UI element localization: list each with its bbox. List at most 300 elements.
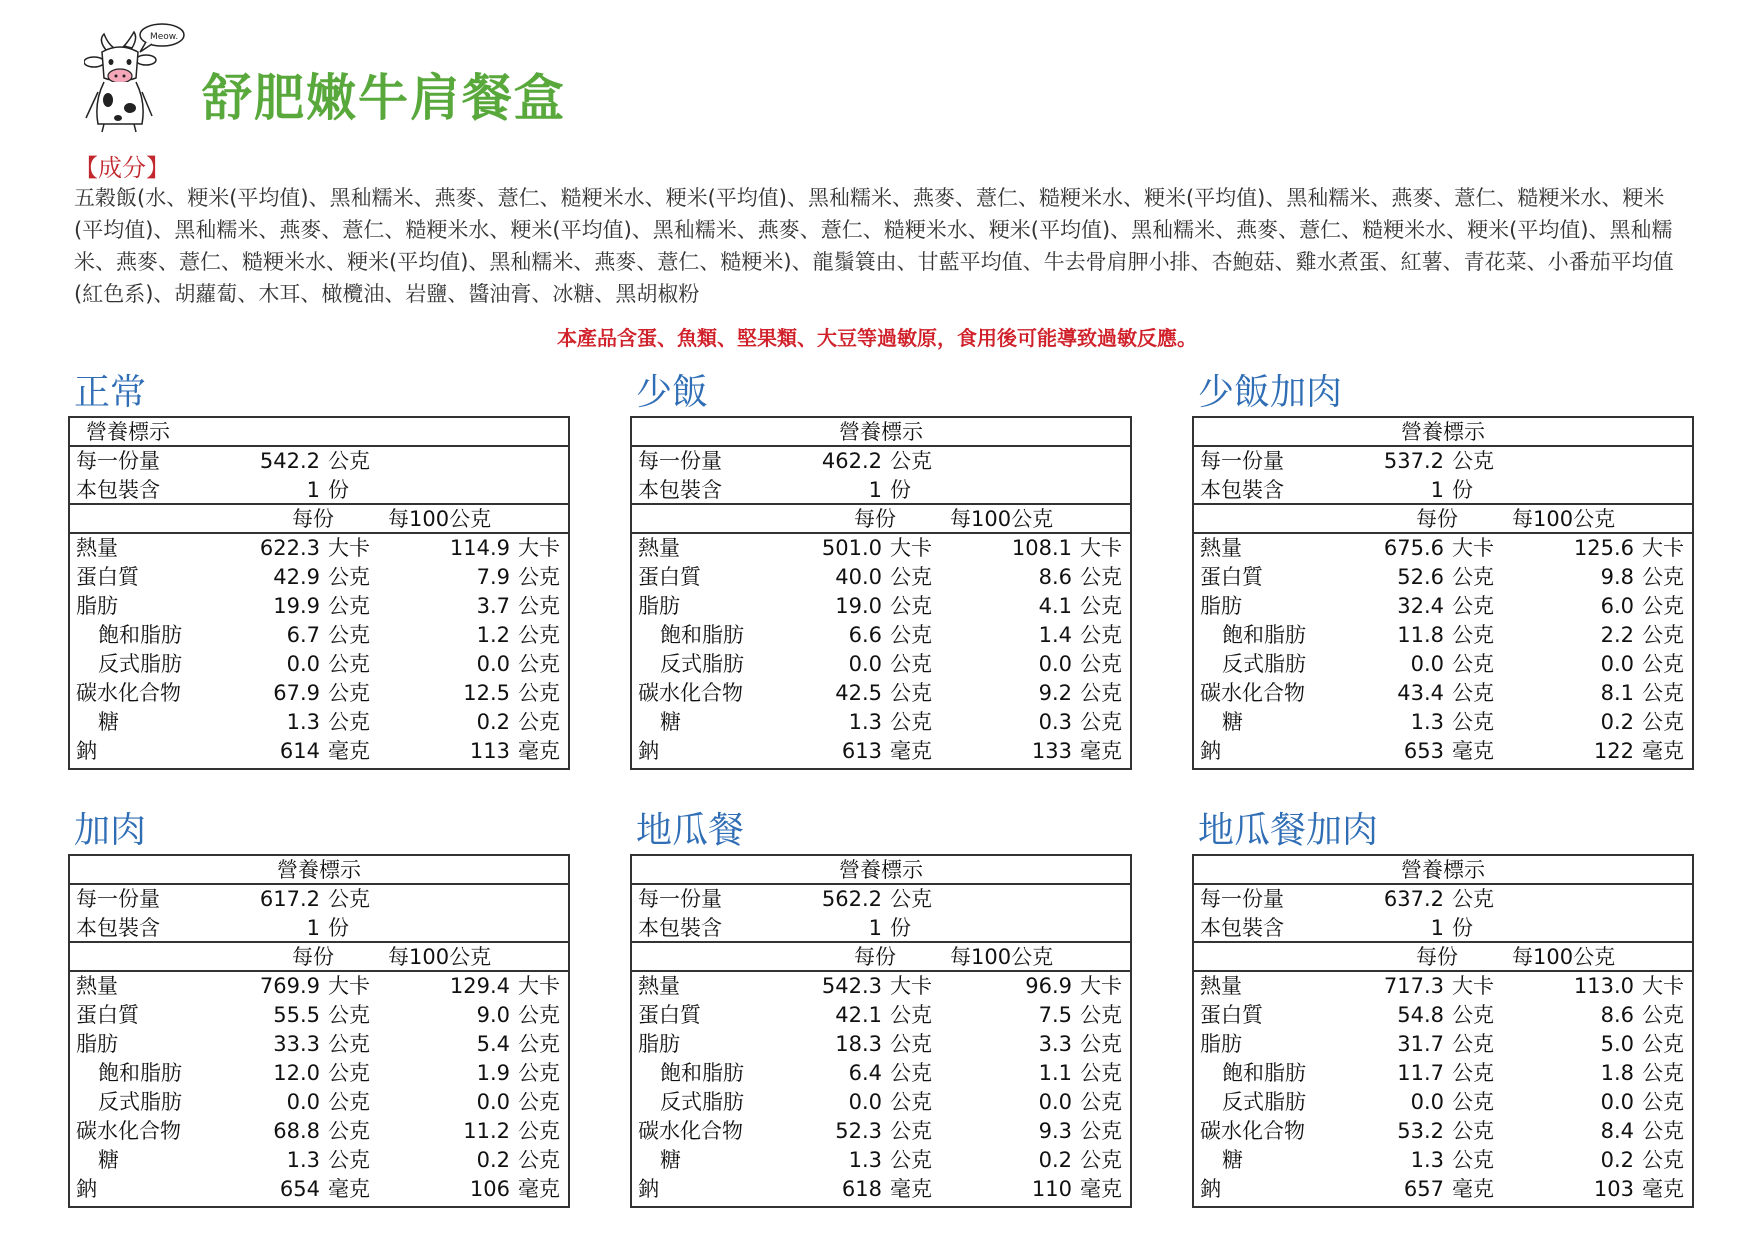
per-serving-value: 1.3 — [1410, 1148, 1444, 1172]
nutrient-row — [1194, 1088, 1692, 1117]
per-100g-value: 1.9 — [476, 1061, 510, 1085]
serving-size-label: 每一份量 — [76, 887, 160, 911]
per-serving-unit: 毫克 — [1452, 1177, 1494, 1201]
per-100g-value: 1.4 — [1038, 623, 1072, 647]
per-100g-unit: 公克 — [518, 594, 560, 618]
nutrient-row — [1194, 1146, 1692, 1175]
nutrient-name: 反式脂肪 — [660, 1090, 744, 1114]
per-serving-value: 1.3 — [1410, 710, 1444, 734]
servings-value: 1 — [868, 478, 882, 502]
nutrient-name: 糖 — [1222, 1148, 1243, 1172]
per-serving-header: 每份 — [1416, 507, 1458, 531]
per-100g-header: 每100公克 — [1512, 507, 1616, 531]
per-serving-unit: 公克 — [328, 710, 370, 734]
per-100g-unit: 公克 — [518, 623, 560, 647]
nutrient-name: 鈉 — [638, 1177, 659, 1201]
serving-size-unit: 公克 — [328, 449, 370, 473]
nutrient-row — [70, 534, 568, 563]
per-serving-value: 1.3 — [848, 1148, 882, 1172]
nutrient-row — [632, 563, 1130, 592]
per-serving-unit: 公克 — [328, 594, 370, 618]
per-serving-value: 653 — [1403, 739, 1444, 763]
per-serving-value: 33.3 — [273, 1032, 320, 1056]
per-serving-value: 42.1 — [835, 1003, 882, 1027]
per-serving-value: 68.8 — [273, 1119, 320, 1143]
column-headers — [632, 943, 1130, 972]
per-serving-unit: 公克 — [890, 710, 932, 734]
per-serving-unit: 公克 — [1452, 1148, 1494, 1172]
per-100g-unit: 公克 — [1642, 565, 1684, 589]
nutrient-name: 碳水化合物 — [76, 681, 181, 705]
nutrient-name: 碳水化合物 — [638, 681, 743, 705]
per-100g-value: 7.9 — [476, 565, 510, 589]
nutrition-table — [630, 416, 1132, 770]
nutrition-table-header — [70, 418, 568, 447]
nutrient-row — [632, 1117, 1130, 1146]
section-title: 地瓜餐 — [636, 810, 745, 851]
per-serving-value: 43.4 — [1397, 681, 1444, 705]
ingredients-text: 五穀飯(水、粳米(平均值)、黑秈糯米、燕麥、薏仁、糙粳米水、粳米(平均值)、黑秈糯米、燕麥、薏仁、糙粳米水、粳米(平均值)、黑秈糯米、燕麥、薏仁、糙粳米水、粳米(平均值)、黑秈糯米、燕麥、薏仁、糙粳米水、粳米(平均值)、黑秈糯米、燕麥、薏仁、糙粳米水、粳米(平均值)、黑秈糯米、燕麥、薏仁、糙粳米水、粳米(平均值)、黑秈糯米、燕麥、薏仁、糙粳米水、粳米(平均值)、黑秈糯米、燕麥、薏仁、糙粳米)、龍鬚簑由、甘藍平均值、牛去骨肩胛小排、杏鮑菇、雞水煮蛋、紅薯、青花菜、小番茄平均值(紅色系)、胡蘿蔔、木耳、橄欖油、岩鹽、醬油膏、冰糖、黑胡椒粉 — [74, 186, 1674, 306]
serving-info — [70, 885, 568, 943]
per-100g-unit: 毫克 — [1080, 1177, 1122, 1201]
per-100g-value: 113 — [469, 739, 510, 763]
nutrient-name: 飽和脂肪 — [98, 623, 182, 647]
nutrient-row — [1194, 563, 1692, 592]
per-100g-unit: 公克 — [1080, 1148, 1122, 1172]
per-100g-value: 113.0 — [1573, 974, 1634, 998]
column-headers — [1194, 943, 1692, 972]
per-100g-unit: 公克 — [1080, 565, 1122, 589]
per-serving-value: 53.2 — [1397, 1119, 1444, 1143]
nutrient-row — [632, 972, 1130, 1001]
nutrient-name: 碳水化合物 — [1200, 681, 1305, 705]
per-100g-value: 7.5 — [1038, 1003, 1072, 1027]
per-serving-header: 每份 — [292, 945, 334, 969]
per-serving-unit: 公克 — [890, 681, 932, 705]
per-100g-value: 106 — [469, 1177, 510, 1201]
per-serving-unit: 公克 — [890, 1090, 932, 1114]
serving-size-unit: 公克 — [1452, 449, 1494, 473]
per-100g-value: 103 — [1593, 1177, 1634, 1201]
per-100g-value: 0.0 — [1600, 652, 1634, 676]
nutrient-row — [1194, 679, 1692, 708]
per-100g-value: 2.2 — [1600, 623, 1634, 647]
per-serving-value: 18.3 — [835, 1032, 882, 1056]
per-100g-header: 每100公克 — [388, 507, 492, 531]
per-serving-unit: 公克 — [328, 1061, 370, 1085]
nutrient-row — [1194, 650, 1692, 679]
column-headers — [70, 943, 568, 972]
per-100g-value: 1.1 — [1038, 1061, 1072, 1085]
per-serving-value: 675.6 — [1383, 536, 1444, 560]
per-100g-value: 4.1 — [1038, 594, 1072, 618]
per-serving-value: 19.0 — [835, 594, 882, 618]
nutrient-name: 脂肪 — [1200, 594, 1242, 618]
nutrient-row — [70, 1117, 568, 1146]
nutrient-row — [632, 1001, 1130, 1030]
per-serving-unit: 公克 — [1452, 1032, 1494, 1056]
nutrition-table — [68, 416, 570, 770]
per-100g-value: 0.2 — [1038, 1148, 1072, 1172]
serving-size-unit: 公克 — [328, 887, 370, 911]
per-serving-unit: 大卡 — [1452, 974, 1494, 998]
per-100g-value: 11.2 — [463, 1119, 510, 1143]
per-serving-unit: 大卡 — [328, 536, 370, 560]
nutrient-name: 糖 — [1222, 710, 1243, 734]
per-serving-unit: 毫克 — [890, 739, 932, 763]
per-serving-value: 717.3 — [1383, 974, 1444, 998]
nutrient-name: 鈉 — [638, 739, 659, 763]
per-100g-unit: 公克 — [1080, 710, 1122, 734]
per-100g-unit: 毫克 — [518, 739, 560, 763]
nutrient-name: 鈉 — [76, 1177, 97, 1201]
servings-value: 1 — [868, 916, 882, 940]
serving-size-label: 每一份量 — [76, 449, 160, 473]
nutrient-name: 碳水化合物 — [76, 1119, 181, 1143]
nutrient-name: 熱量 — [76, 974, 118, 998]
per-serving-unit: 公克 — [890, 1119, 932, 1143]
servings-unit: 份 — [328, 916, 349, 940]
per-100g-unit: 公克 — [1642, 1032, 1684, 1056]
nutrient-name: 熱量 — [638, 974, 680, 998]
per-serving-value: 40.0 — [835, 565, 882, 589]
per-serving-unit: 公克 — [890, 565, 932, 589]
per-100g-value: 5.4 — [476, 1032, 510, 1056]
allergy-notice: 本產品含蛋、魚類、堅果類、大豆等過敏原，食用後可能導致過敏反應。 — [557, 326, 1197, 350]
nutrient-row — [1194, 592, 1692, 621]
serving-size-label: 每一份量 — [638, 887, 722, 911]
per-100g-unit: 公克 — [1642, 1061, 1684, 1085]
per-serving-value: 769.9 — [259, 974, 320, 998]
serving-size-value: 637.2 — [1383, 887, 1444, 911]
per-serving-unit: 公克 — [1452, 681, 1494, 705]
per-serving-unit: 公克 — [328, 623, 370, 647]
per-100g-unit: 公克 — [1080, 1119, 1122, 1143]
nutrient-name: 脂肪 — [1200, 1032, 1242, 1056]
servings-unit: 份 — [890, 478, 911, 502]
per-100g-unit: 大卡 — [1080, 974, 1122, 998]
per-serving-header: 每份 — [1416, 945, 1458, 969]
per-serving-value: 42.5 — [835, 681, 882, 705]
nutrition-table — [1192, 416, 1694, 770]
nutrition-table-title: 營養標示 — [1401, 858, 1485, 882]
per-serving-value: 54.8 — [1397, 1003, 1444, 1027]
nutrient-name: 飽和脂肪 — [98, 1061, 182, 1085]
per-100g-value: 3.7 — [476, 594, 510, 618]
nutrient-row — [70, 1059, 568, 1088]
per-100g-value: 110 — [1031, 1177, 1072, 1201]
per-serving-header: 每份 — [292, 507, 334, 531]
nutrient-row — [1194, 1175, 1692, 1204]
per-serving-unit: 公克 — [328, 1032, 370, 1056]
nutrient-row — [1194, 972, 1692, 1001]
per-100g-unit: 大卡 — [1642, 974, 1684, 998]
column-headers — [632, 505, 1130, 534]
nutrient-name: 碳水化合物 — [1200, 1119, 1305, 1143]
per-100g-unit: 公克 — [518, 565, 560, 589]
nutrient-row — [70, 1001, 568, 1030]
per-serving-value: 0.0 — [286, 652, 320, 676]
per-100g-unit: 公克 — [518, 710, 560, 734]
per-serving-unit: 公克 — [890, 1032, 932, 1056]
column-headers — [1194, 505, 1692, 534]
nutrient-name: 反式脂肪 — [1222, 652, 1306, 676]
servings-unit: 份 — [1452, 478, 1473, 502]
per-100g-unit: 大卡 — [1642, 536, 1684, 560]
servings-label: 本包裝含 — [76, 478, 160, 502]
per-serving-unit: 大卡 — [890, 974, 932, 998]
serving-info — [1194, 885, 1692, 943]
per-serving-value: 654 — [279, 1177, 320, 1201]
per-100g-value: 0.0 — [476, 1090, 510, 1114]
per-serving-unit: 大卡 — [328, 974, 370, 998]
per-100g-unit: 公克 — [1642, 1003, 1684, 1027]
nutrient-row — [70, 1175, 568, 1204]
per-serving-value: 0.0 — [848, 1090, 882, 1114]
per-serving-unit: 公克 — [1452, 565, 1494, 589]
per-100g-value: 3.3 — [1038, 1032, 1072, 1056]
serving-info — [632, 885, 1130, 943]
per-serving-unit: 公克 — [890, 652, 932, 676]
per-100g-value: 114.9 — [449, 536, 510, 560]
per-100g-value: 0.0 — [1038, 1090, 1072, 1114]
servings-label: 本包裝含 — [638, 478, 722, 502]
nutrition-table-title: 營養標示 — [277, 858, 361, 882]
nutrient-name: 蛋白質 — [638, 565, 701, 589]
nutrient-row — [1194, 534, 1692, 563]
per-serving-unit: 公克 — [328, 1119, 370, 1143]
per-100g-unit: 毫克 — [1642, 1177, 1684, 1201]
per-serving-value: 12.0 — [273, 1061, 320, 1085]
nutrition-table-title: 營養標示 — [839, 420, 923, 444]
per-100g-unit: 大卡 — [518, 536, 560, 560]
nutrient-row — [1194, 737, 1692, 766]
per-100g-unit: 公克 — [518, 1148, 560, 1172]
nutrient-row — [70, 563, 568, 592]
per-serving-unit: 公克 — [328, 681, 370, 705]
per-serving-value: 6.4 — [848, 1061, 882, 1085]
per-100g-unit: 公克 — [518, 1032, 560, 1056]
per-serving-value: 1.3 — [848, 710, 882, 734]
per-100g-value: 0.3 — [1038, 710, 1072, 734]
per-serving-value: 6.7 — [286, 623, 320, 647]
servings-label: 本包裝含 — [1200, 916, 1284, 940]
servings-value: 1 — [1430, 916, 1444, 940]
per-serving-unit: 公克 — [890, 623, 932, 647]
serving-info — [1194, 447, 1692, 505]
per-100g-unit: 公克 — [518, 652, 560, 676]
per-serving-unit: 公克 — [890, 1003, 932, 1027]
nutrient-name: 熱量 — [1200, 974, 1242, 998]
per-100g-value: 0.2 — [476, 710, 510, 734]
nutrient-name: 反式脂肪 — [98, 652, 182, 676]
nutrient-row — [70, 1146, 568, 1175]
nutrient-row — [70, 737, 568, 766]
per-100g-unit: 公克 — [518, 681, 560, 705]
nutrition-table — [1192, 854, 1694, 1208]
per-100g-unit: 毫克 — [1080, 739, 1122, 763]
per-100g-unit: 公克 — [518, 1061, 560, 1085]
serving-size-label: 每一份量 — [1200, 887, 1284, 911]
per-serving-unit: 公克 — [328, 1090, 370, 1114]
nutrient-row — [70, 1088, 568, 1117]
per-serving-value: 42.9 — [273, 565, 320, 589]
per-serving-unit: 公克 — [1452, 1003, 1494, 1027]
nutrient-name: 蛋白質 — [1200, 565, 1263, 589]
per-serving-unit: 大卡 — [1452, 536, 1494, 560]
per-100g-unit: 公克 — [1080, 1061, 1122, 1085]
nutrition-table-title: 營養標示 — [1401, 420, 1485, 444]
per-100g-unit: 公克 — [1642, 594, 1684, 618]
serving-size-value: 542.2 — [259, 449, 320, 473]
per-serving-header: 每份 — [854, 945, 896, 969]
nutrient-row — [632, 708, 1130, 737]
nutrient-row — [70, 621, 568, 650]
per-serving-value: 657 — [1403, 1177, 1444, 1201]
serving-info — [70, 447, 568, 505]
nutrient-row — [632, 534, 1130, 563]
per-serving-unit: 公克 — [1452, 652, 1494, 676]
per-serving-unit: 毫克 — [328, 1177, 370, 1201]
nutrient-row — [70, 1030, 568, 1059]
nutrient-name: 鈉 — [1200, 739, 1221, 763]
nutrition-table-header — [1194, 418, 1692, 447]
per-serving-value: 31.7 — [1397, 1032, 1444, 1056]
per-100g-unit: 公克 — [518, 1119, 560, 1143]
nutrient-row — [632, 737, 1130, 766]
serving-size-unit: 公克 — [890, 449, 932, 473]
per-serving-unit: 毫克 — [328, 739, 370, 763]
nutrient-row — [632, 1175, 1130, 1204]
nutrient-row — [70, 592, 568, 621]
per-serving-value: 622.3 — [259, 536, 320, 560]
per-serving-value: 52.6 — [1397, 565, 1444, 589]
per-100g-header: 每100公克 — [950, 945, 1054, 969]
per-100g-unit: 公克 — [518, 1003, 560, 1027]
per-serving-unit: 公克 — [890, 594, 932, 618]
per-serving-value: 11.8 — [1397, 623, 1444, 647]
servings-label: 本包裝含 — [76, 916, 160, 940]
nutrient-row — [1194, 1117, 1692, 1146]
per-serving-value: 6.6 — [848, 623, 882, 647]
per-serving-value: 501.0 — [821, 536, 882, 560]
per-serving-value: 618 — [841, 1177, 882, 1201]
nutrition-table-header — [632, 418, 1130, 447]
per-100g-unit: 公克 — [1080, 681, 1122, 705]
per-100g-value: 9.3 — [1038, 1119, 1072, 1143]
per-100g-value: 122 — [1593, 739, 1634, 763]
per-100g-unit: 公克 — [1080, 1003, 1122, 1027]
per-100g-unit: 公克 — [1080, 1032, 1122, 1056]
nutrition-table-title: 營養標示 — [86, 420, 170, 444]
per-serving-header: 每份 — [854, 507, 896, 531]
per-serving-value: 1.3 — [286, 1148, 320, 1172]
per-100g-unit: 公克 — [1080, 1090, 1122, 1114]
per-serving-value: 0.0 — [1410, 1090, 1444, 1114]
per-100g-unit: 公克 — [1080, 594, 1122, 618]
nutrition-table-header — [632, 856, 1130, 885]
section-title: 正常 — [74, 372, 147, 413]
per-100g-value: 108.1 — [1011, 536, 1072, 560]
per-100g-unit: 大卡 — [1080, 536, 1122, 560]
per-serving-unit: 公克 — [328, 1003, 370, 1027]
per-100g-value: 0.2 — [476, 1148, 510, 1172]
per-100g-unit: 公克 — [1080, 652, 1122, 676]
per-100g-unit: 公克 — [1642, 1119, 1684, 1143]
per-serving-value: 1.3 — [286, 710, 320, 734]
section-title: 加肉 — [74, 810, 147, 851]
nutrient-row — [632, 1088, 1130, 1117]
nutrient-row — [1194, 1030, 1692, 1059]
nutrient-name: 飽和脂肪 — [1222, 623, 1306, 647]
serving-size-label: 每一份量 — [638, 449, 722, 473]
servings-unit: 份 — [1452, 916, 1473, 940]
nutrition-table-header — [1194, 856, 1692, 885]
nutrient-name: 熱量 — [1200, 536, 1242, 560]
nutrient-name: 飽和脂肪 — [660, 623, 744, 647]
nutrient-row — [70, 972, 568, 1001]
per-serving-unit: 毫克 — [890, 1177, 932, 1201]
per-100g-value: 0.0 — [1038, 652, 1072, 676]
per-serving-unit: 公克 — [328, 652, 370, 676]
per-100g-unit: 公克 — [518, 1090, 560, 1114]
per-serving-unit: 毫克 — [1452, 739, 1494, 763]
nutrient-row — [1194, 621, 1692, 650]
nutrient-name: 鈉 — [76, 739, 97, 763]
per-serving-value: 613 — [841, 739, 882, 763]
per-100g-value: 0.0 — [1600, 1090, 1634, 1114]
per-100g-unit: 毫克 — [518, 1177, 560, 1201]
per-serving-value: 0.0 — [1410, 652, 1444, 676]
per-serving-value: 52.3 — [835, 1119, 882, 1143]
per-serving-value: 11.7 — [1397, 1061, 1444, 1085]
nutrition-table-title: 營養標示 — [839, 858, 923, 882]
per-100g-unit: 公克 — [1642, 710, 1684, 734]
nutrient-row — [632, 1030, 1130, 1059]
nutrient-name: 糖 — [98, 710, 119, 734]
per-100g-unit: 公克 — [1642, 623, 1684, 647]
ingredients-heading: 【成分】 — [74, 154, 170, 182]
per-100g-value: 8.4 — [1600, 1119, 1634, 1143]
nutrient-name: 熱量 — [638, 536, 680, 560]
per-serving-unit: 公克 — [1452, 623, 1494, 647]
per-100g-unit: 公克 — [1642, 1090, 1684, 1114]
nutrient-name: 糖 — [660, 710, 681, 734]
nutrition-table-header — [70, 856, 568, 885]
serving-size-value: 537.2 — [1383, 449, 1444, 473]
per-100g-value: 1.2 — [476, 623, 510, 647]
per-serving-value: 67.9 — [273, 681, 320, 705]
nutrient-row — [70, 708, 568, 737]
servings-label: 本包裝含 — [1200, 478, 1284, 502]
servings-unit: 份 — [328, 478, 349, 502]
per-serving-value: 55.5 — [273, 1003, 320, 1027]
per-serving-value: 614 — [279, 739, 320, 763]
nutrient-row — [632, 650, 1130, 679]
section-title: 少飯加肉 — [1198, 372, 1343, 413]
nutrient-row — [1194, 1001, 1692, 1030]
per-serving-unit: 公克 — [328, 565, 370, 589]
per-100g-value: 9.8 — [1600, 565, 1634, 589]
per-100g-value: 129.4 — [449, 974, 510, 998]
per-100g-header: 每100公克 — [1512, 945, 1616, 969]
per-100g-value: 133 — [1031, 739, 1072, 763]
per-serving-unit: 公克 — [328, 1148, 370, 1172]
per-100g-unit: 公克 — [1642, 1148, 1684, 1172]
servings-label: 本包裝含 — [638, 916, 722, 940]
page-title: 舒肥嫩牛肩餐盒 — [202, 69, 566, 127]
per-serving-unit: 公克 — [890, 1148, 932, 1172]
